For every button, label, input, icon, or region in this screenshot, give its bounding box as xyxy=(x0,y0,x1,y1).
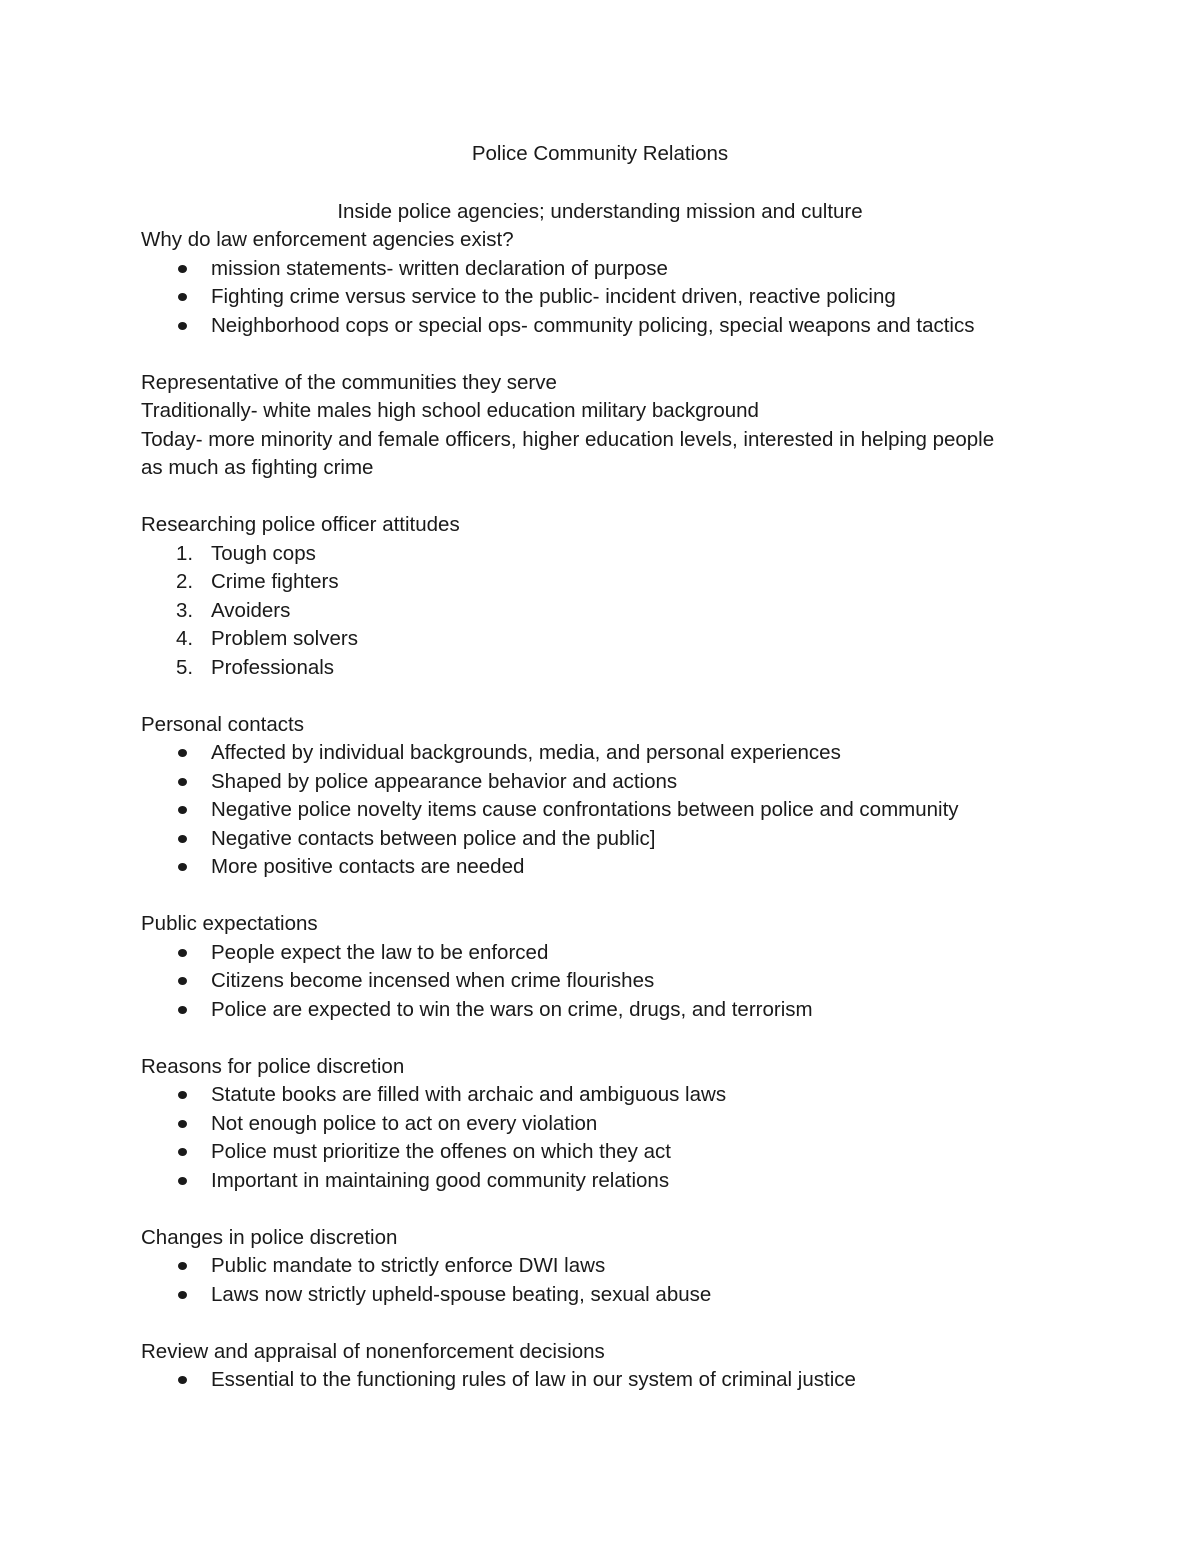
list-item: Laws now strictly upheld-spouse beating, sexual abuse xyxy=(141,1281,1051,1310)
bullet-icon xyxy=(178,1006,187,1014)
bullet-icon xyxy=(178,322,187,330)
bullet-list xyxy=(141,1252,1051,1309)
bullet-icon xyxy=(178,778,187,786)
list-item: Affected by individual backgrounds, media, and personal experiences xyxy=(141,739,1051,768)
bullet-icon xyxy=(178,835,187,843)
list-item: Police must prioritize the offenes on which they act xyxy=(141,1138,1051,1167)
section-heading: Why do law enforcement agencies exist? xyxy=(141,228,514,251)
list-number: 3. xyxy=(176,598,194,622)
document-title: Police Community Relations xyxy=(471,142,729,165)
paragraph-line: Representative of the communities they serve xyxy=(141,370,557,394)
section-heading: Changes in police discretion xyxy=(141,1225,398,1249)
paragraph-line: as much as fighting crime xyxy=(141,456,374,479)
numbered-list xyxy=(141,540,1051,683)
bullet-list xyxy=(141,739,1051,882)
list-number: 1. xyxy=(176,541,194,565)
list-item: Citizens become incensed when crime flourishes xyxy=(141,967,1051,996)
document-body xyxy=(141,226,1051,1395)
section-heading: Researching police officer attitudes xyxy=(141,513,460,536)
list-item: mission statements- written declaration of purpose xyxy=(141,255,1051,284)
section-heading: Personal contacts xyxy=(141,712,304,736)
bullet-list xyxy=(141,255,1051,341)
bullet-icon xyxy=(178,293,187,301)
list-item: People expect the law to be enforced xyxy=(141,939,1051,968)
bullet-icon xyxy=(178,863,187,871)
list-item: Fighting crime versus service to the public- incident driven, reactive policing xyxy=(141,283,1051,312)
bullet-icon xyxy=(178,806,187,814)
list-item: Not enough police to act on every violation xyxy=(141,1110,1051,1139)
section-heading: Reasons for police discretion xyxy=(141,1054,405,1078)
bullet-icon xyxy=(178,1148,187,1156)
bullet-icon xyxy=(178,1091,187,1099)
bullet-icon xyxy=(178,1376,187,1384)
list-item: Negative police novelty items cause confrontations between police and community xyxy=(141,796,1051,825)
list-item: Shaped by police appearance behavior and actions xyxy=(141,768,1051,797)
list-item: 3. Avoiders xyxy=(141,597,1051,626)
list-item: Public mandate to strictly enforce DWI laws xyxy=(141,1252,1051,1281)
bullet-icon xyxy=(178,749,187,757)
list-number: 4. xyxy=(176,627,194,650)
list-item: 4. Problem solvers xyxy=(141,625,1051,654)
bullet-list xyxy=(141,939,1051,1025)
list-item: Police are expected to win the wars on crime, drugs, and terrorism xyxy=(141,996,1051,1025)
bullet-icon xyxy=(178,1262,187,1270)
list-item: 5. Professionals xyxy=(141,654,1051,683)
bullet-icon xyxy=(178,1120,187,1128)
list-item: Essential to the functioning rules of law in our system of criminal justice xyxy=(141,1366,1051,1395)
list-item: More positive contacts are needed xyxy=(141,853,1051,882)
document-subtitle: Inside police agencies; understanding mission and culture xyxy=(337,200,863,223)
list-number: 5. xyxy=(176,655,194,679)
paragraph-line: Traditionally- white males high school education military background xyxy=(141,399,759,422)
list-item: 1. Tough cops xyxy=(141,540,1051,569)
bullet-icon xyxy=(178,1177,187,1185)
list-item: 2. Crime fighters xyxy=(141,568,1051,597)
bullet-icon xyxy=(178,977,187,985)
list-item: Neighborhood cops or special ops- community policing, special weapons and tactics xyxy=(141,312,1051,341)
list-item: Statute books are filled with archaic and ambiguous laws xyxy=(141,1081,1051,1110)
bullet-list xyxy=(141,1366,1051,1395)
paragraph-line: Today- more minority and female officers, higher education levels, interested in helping people xyxy=(141,427,995,451)
section-heading: Public expectations xyxy=(141,912,318,935)
list-number: 2. xyxy=(176,570,194,593)
list-item: Negative contacts between police and the public] xyxy=(141,825,1051,854)
section-heading: Review and appraisal of nonenforcement decisions xyxy=(141,1339,605,1363)
list-item: Important in maintaining good community relations xyxy=(141,1167,1051,1196)
bullet-icon xyxy=(178,265,187,273)
bullet-icon xyxy=(178,949,187,957)
bullet-list xyxy=(141,1081,1051,1195)
bullet-icon xyxy=(178,1291,187,1299)
